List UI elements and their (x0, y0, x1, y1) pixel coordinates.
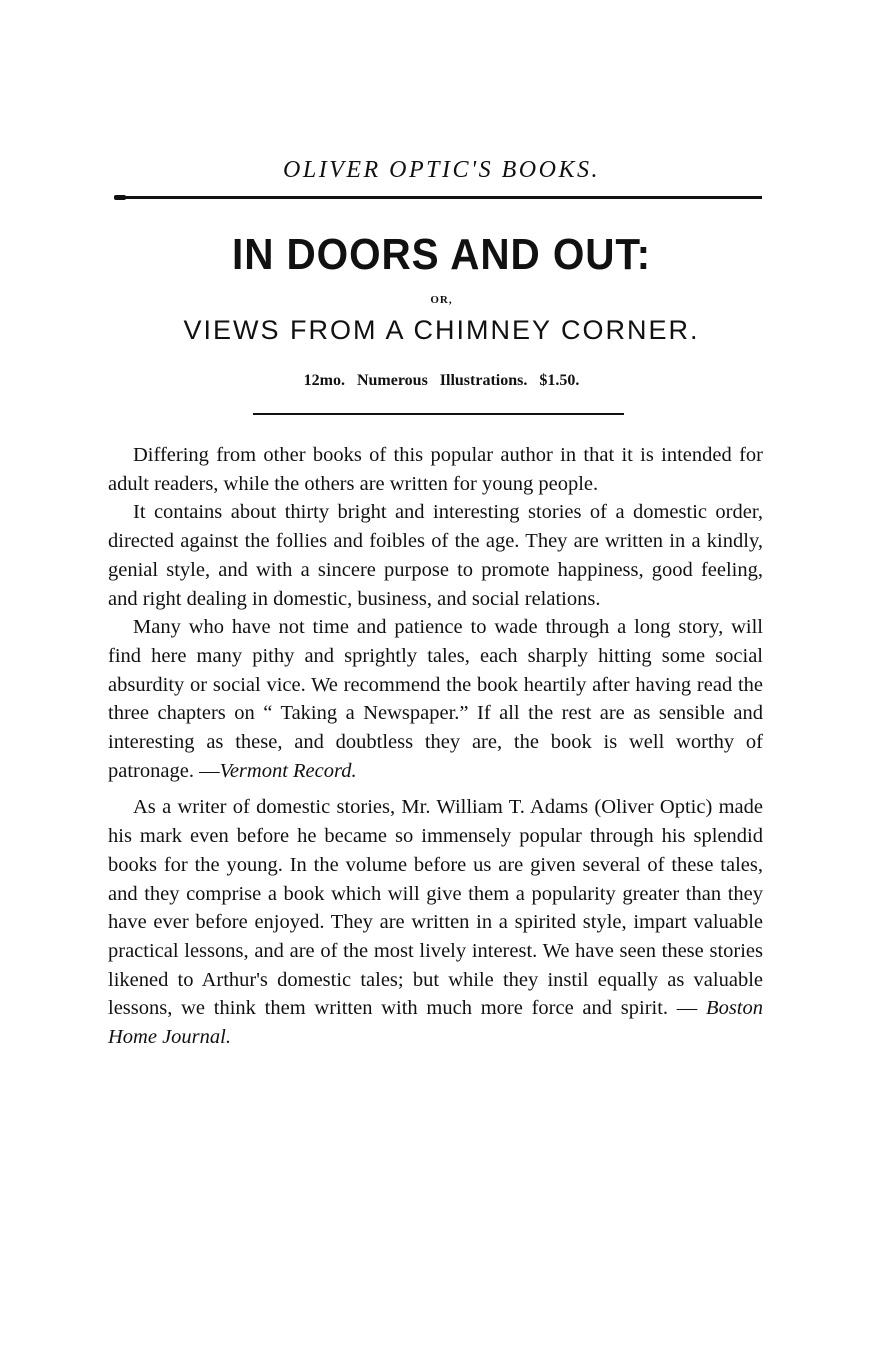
paragraph-intro-text: Differing from other books of this popular author in that it is intended for adult readers, while the others are written for young people. (108, 444, 763, 495)
header-rule (117, 196, 762, 199)
vermont-review-source: Vermont Record. (219, 759, 357, 782)
details-rule (253, 413, 624, 415)
review-body (108, 441, 763, 1052)
paragraph-intro (108, 441, 763, 498)
book-details: 12mo. Numerous Illustrations. $1.50. (303, 372, 580, 389)
boston-review-text: As a writer of domestic stories, Mr. William T. Adams (Oliver Optic) made his mark even before he became so immensely popular through his splendid books for the young. In the volume before us are given several of these tales, and they comprise a book which will give them a popularity greater than they have ever before enjoyed. They are written in a spirited style, impart valuable practical lessons, and are of the most lively interest. We have seen these stories likened to Arthur's domestic tales; but while they instil equally as valuable lessons, we think them written with much more force and spirit. — (108, 796, 763, 1020)
paragraph-vermont-review (108, 613, 763, 785)
book-title: IN DOORS AND OUT: (232, 230, 651, 279)
paragraph-boston-review (108, 793, 763, 1051)
paragraph-contents (108, 498, 763, 613)
or-connector: OR, (430, 294, 453, 306)
boston-review-source: Boston Home Journal. (108, 997, 763, 1049)
paragraph-contents-text: It contains about thirty bright and interesting stories of a domestic order, directed against the follies and foibles of the age. They are written in a kindly, genial style, and with a sincere purpose to promote happiness, good feeling, and right dealing in domestic, business, and social relations. (108, 501, 763, 610)
book-subtitle: VIEWS FROM A CHIMNEY CORNER. (183, 315, 700, 345)
vermont-review-text: Many who have not time and patience to wade through a long story, will find here many pithy and sprightly tales, each sharply hitting some social absurdity or social vice. We recommend the book heartily after having read the three chapters on “ Taking a Newspaper.” If all the rest are as sensible and interesting as these, and doubtless they are, the book is well worthy of patronage. — (108, 616, 763, 782)
running-head: OLIVER OPTIC'S BOOKS. (283, 157, 600, 183)
